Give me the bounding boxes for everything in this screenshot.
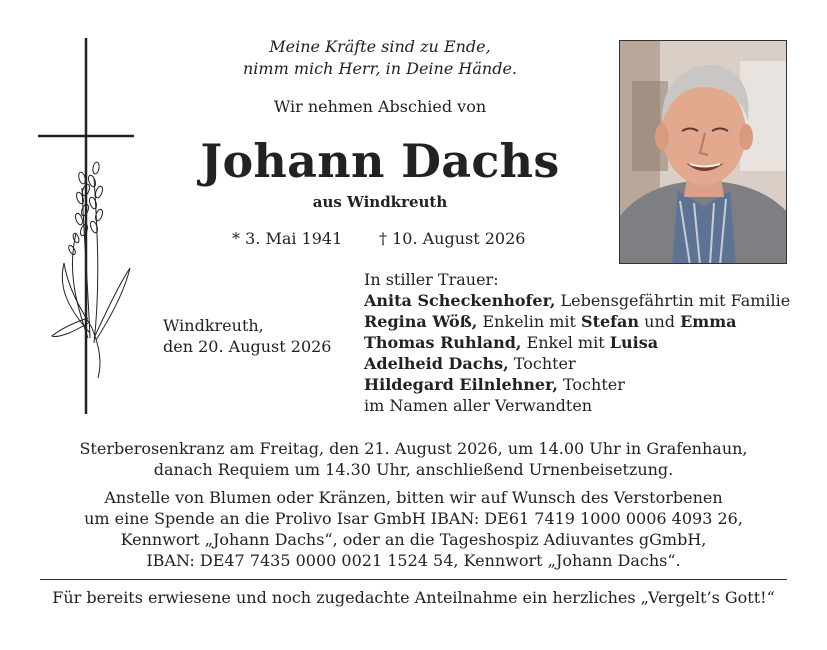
- funeral-line: danach Requiem um 14.30 Uhr, anschließend Urnenbeisetzung.: [153, 460, 674, 479]
- mourner-name: Stefan: [581, 312, 640, 331]
- mourner-name: Regina Wöß,: [364, 312, 478, 331]
- mourner-relation: Tochter: [557, 375, 625, 394]
- portrait-illustration: [620, 41, 787, 264]
- mourner-name: Emma: [680, 312, 737, 331]
- mourner-name: Luisa: [609, 333, 659, 352]
- funeral-line: Sterberosenkranz am Freitag, den 21. August 2026, um 14.00 Uhr in Grafenhaun,: [79, 439, 748, 458]
- mourner-relation: Enkelin mit: [477, 312, 582, 331]
- mourner-relation: im Namen aller Verwandten: [364, 396, 593, 415]
- donation-info: [40, 487, 787, 571]
- mourner-line: [364, 290, 790, 311]
- donation-line: IBAN: DE47 7435 0000 0021 1524 54, Kennwort „Johann Dachs“.: [146, 551, 681, 570]
- mourners-list: [364, 269, 790, 416]
- quote-line: Meine Kräfte sind zu Ende,: [269, 37, 491, 56]
- mourners-lines: [364, 290, 790, 416]
- thanks-text: Für bereits erwiesene und noch zugedachte Anteilnahme ein herzliches „Vergelt’s Gott!“: [52, 588, 775, 607]
- mourner-line: [364, 353, 790, 374]
- place-date: [163, 315, 331, 357]
- cross-with-wheat-icon: [38, 38, 138, 416]
- quote: [200, 36, 560, 80]
- deceased-name: Johann Dachs: [200, 134, 560, 188]
- donation-line: um eine Spende an die Prolivo Isar GmbH IBAN: DE61 7419 1000 0006 4093 26,: [84, 509, 743, 528]
- donation-line: Anstelle von Blumen oder Kränzen, bitten wir auf Wunsch des Verstorbenen: [104, 488, 723, 507]
- place-line: Windkreuth,: [163, 316, 264, 335]
- mourner-relation: Tochter: [508, 354, 576, 373]
- death-date: † 10. August 2026: [379, 229, 526, 248]
- origin-text: aus Windkreuth: [312, 193, 448, 211]
- mourner-relation: Enkel mit: [521, 333, 610, 352]
- mourners-heading: In stiller Trauer:: [364, 270, 499, 289]
- mourner-line: [364, 311, 790, 332]
- mourner-name: Adelheid Dachs,: [364, 354, 509, 373]
- divider: [40, 579, 787, 580]
- intro-text: Wir nehmen Abschied von: [273, 97, 487, 116]
- mourner-line: [364, 395, 790, 416]
- mourner-line: [364, 374, 790, 395]
- mourner-name: Thomas Ruhland,: [364, 333, 522, 352]
- date-line: den 20. August 2026: [163, 337, 332, 356]
- quote-line: nimm mich Herr, in Deine Hände.: [243, 59, 517, 78]
- portrait-photo: [619, 40, 787, 264]
- donation-line: Kennwort „Johann Dachs“, oder an die Tageshospiz Adiuvantes gGmbH,: [120, 530, 707, 549]
- mourner-name: Anita Scheckenhofer,: [364, 291, 556, 310]
- mourner-relation: und: [639, 312, 681, 331]
- birth-date: * 3. Mai 1941: [232, 229, 343, 248]
- mourner-name: Hildegard Eilnlehner,: [364, 375, 558, 394]
- funeral-info: [40, 438, 787, 480]
- mourner-relation: Lebensgefährtin mit Familie: [555, 291, 791, 310]
- mourner-line: [364, 332, 790, 353]
